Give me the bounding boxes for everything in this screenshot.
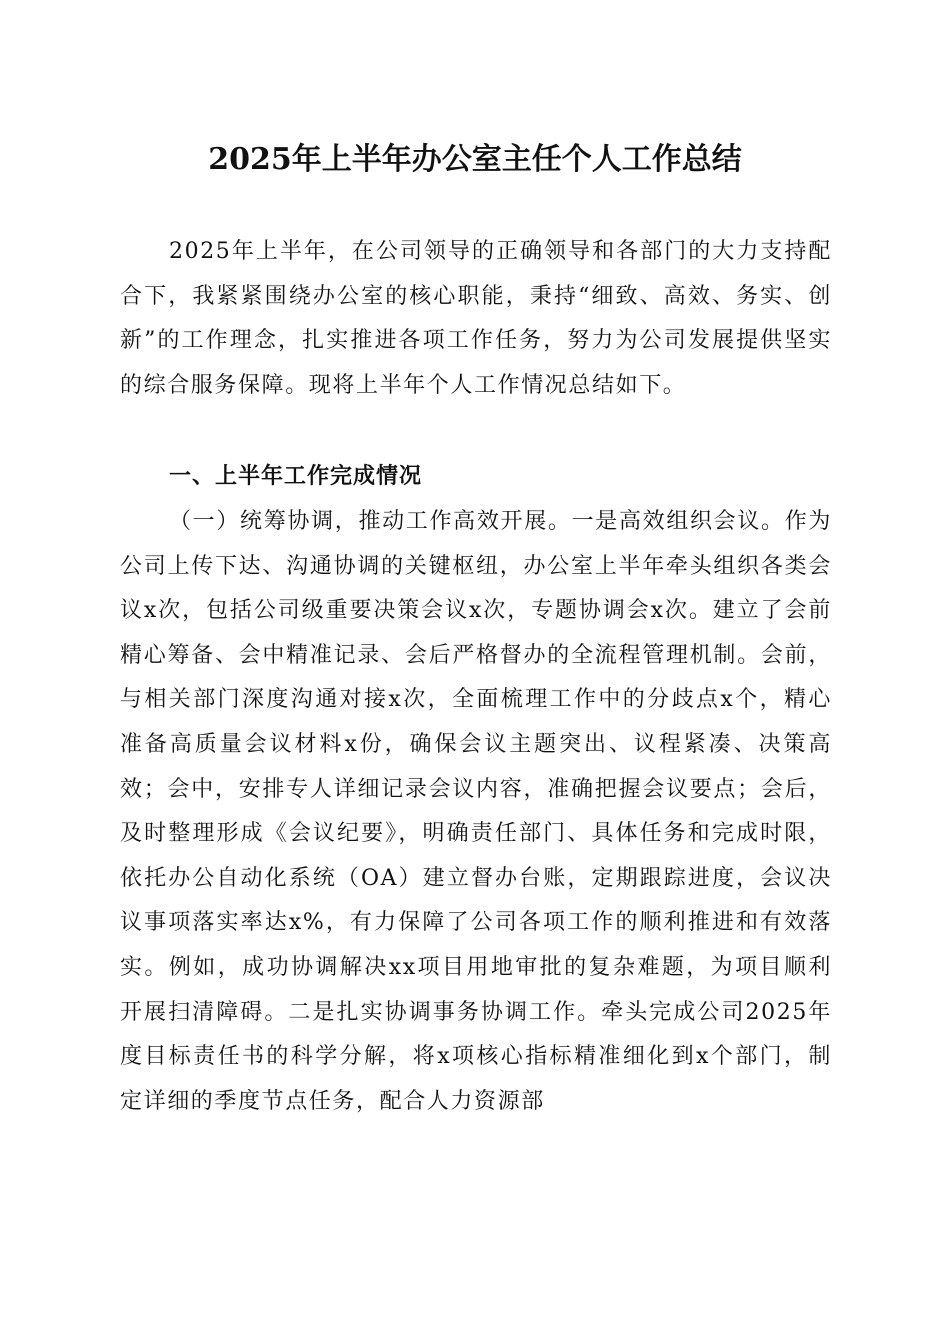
subsection-lead: （一）统筹协调，推动工作高效开展。 xyxy=(169,509,572,534)
document-title: 2025年上半年办公室主任个人工作总结 xyxy=(208,142,742,177)
subsection-body: 一是高效组织会议。作为公司上传下达、沟通协调的关键枢纽，办公室上半年牵头组织各类会议x次，包括公司级重要决策会议x次，专题协调会x次。建立了会前精心筹备、会中精准记录、会后严格督办的全流程管理机制。会前，与相关部门深度沟通对接x次，全面梳理工作中的分歧点x个，精心准备高质量会议材料x份，确保会议主题突出、议程紧凑、决策高效；会中，安排专人详细记录会议内容，准确把握会议要点；会后，及时整理形成《会议纪要》，明确责任部门、具体任务和完成时限，依托办公自动化系统（OA）建立督办台账，定期跟踪进度，会议决议事项落实率达x%，有力保障了公司各项工作的顺利推进和有效落实。例如，成功协调解决xx项目用地审批的复杂难题，为项目顺利开展扫清障碍。二是扎实协调事务协调工作。牵头完成公司2025年度目标责任书的科学分解，将x项核心指标精准细化到x个部门，制定详细的季度节点任务，配合人力资源部 xyxy=(120,509,833,1114)
section-heading: 一、上半年工作完成情况 xyxy=(169,464,423,489)
subsection-paragraph xyxy=(120,500,832,1124)
intro-paragraph: 2025年上半年，在公司领导的正确领导和各部门的大力支持配合下，我紧紧围绕办公室的核心职能，秉持“细致、高效、务实、创新”的工作理念，扎实推进各项工作任务，努力为公司发展提供坚实的综合服务保障。现将上半年个人工作情况总结如下。 xyxy=(120,239,832,398)
